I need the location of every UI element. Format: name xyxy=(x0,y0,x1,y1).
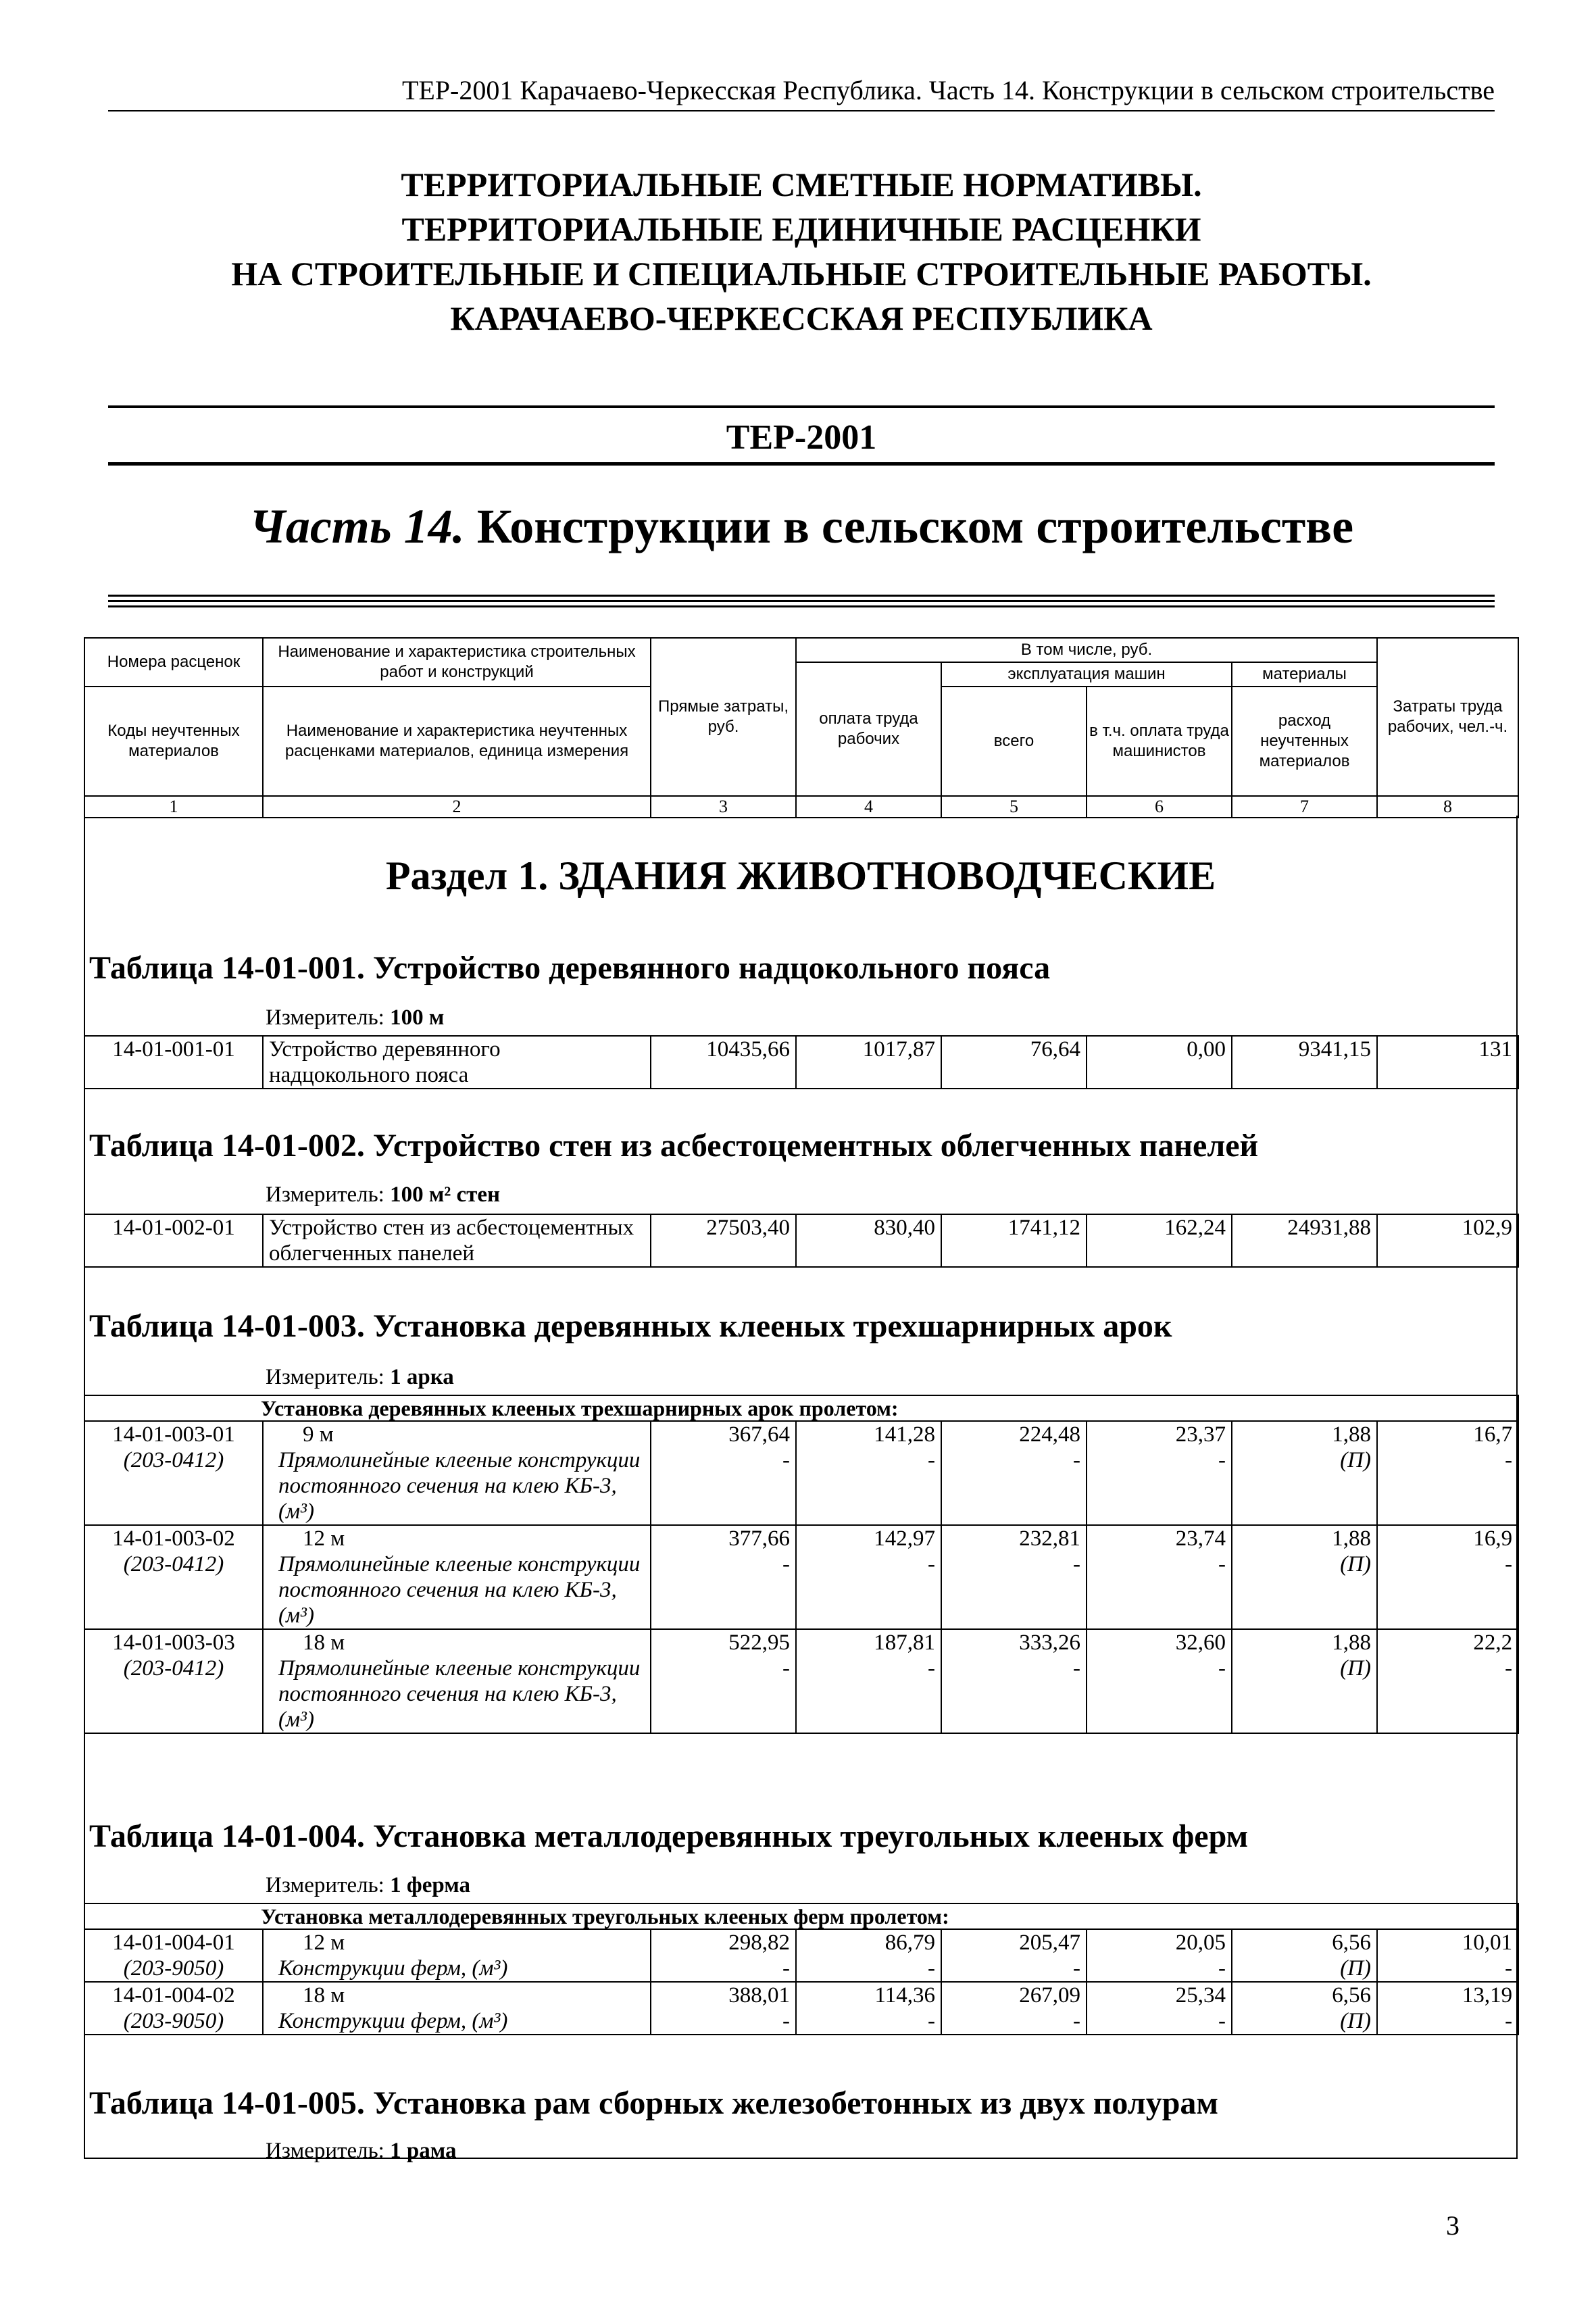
col-number: 1 xyxy=(84,796,263,818)
meter xyxy=(266,1005,444,1030)
direct-costs: 388,01 - xyxy=(651,1982,796,2035)
code-title: ТЕР-2001 xyxy=(726,418,877,457)
mach-total: 333,26 - xyxy=(941,1629,1087,1733)
divider xyxy=(108,595,1495,597)
header-mach-wage: в т.ч. оплата труда машинистов xyxy=(1087,687,1232,796)
rate-code-cell xyxy=(84,1629,263,1733)
page-number: 3 xyxy=(1446,2210,1460,2241)
table-row xyxy=(84,1214,1518,1267)
materials: 1,88 (П) xyxy=(1232,1629,1377,1733)
col-number: 6 xyxy=(1087,796,1232,818)
header-materials: материалы xyxy=(1232,662,1377,687)
material-code: (203-9050) xyxy=(123,1956,224,1981)
direct-costs: 10435,66 xyxy=(651,1036,796,1089)
mach-total: 1741,12 xyxy=(941,1214,1087,1267)
rate-name: 18 м xyxy=(303,1983,345,2008)
wage: 830,40 xyxy=(796,1214,941,1267)
material-code: (203-0412) xyxy=(123,1656,224,1681)
rate-code-cell xyxy=(84,1525,263,1629)
table-row xyxy=(84,1525,1518,1629)
running-head: ТЕР-2001 Карачаево-Черкесская Республика. Часть 14. Конструкции в сельском строительстве xyxy=(108,74,1495,111)
direct-costs: 27503,40 xyxy=(651,1214,796,1267)
material-name: Прямолинейные клееные конструкции постоянного сечения на клею КБ-3, (м³) xyxy=(278,1552,641,1628)
mach-wage: 20,05 - xyxy=(1087,1929,1232,1982)
material-name: Конструкции ферм, (м³) xyxy=(278,1956,508,1981)
span-caption: Установка металлодеревянных треугольных клееных ферм пролетом: xyxy=(84,1903,1518,1929)
table-row xyxy=(84,1982,1518,2035)
mach-wage: 23,74 - xyxy=(1087,1525,1232,1629)
rate-code: 14-01-003-02 xyxy=(112,1526,235,1551)
header-labor: Затраты труда рабочих, чел.-ч. xyxy=(1377,638,1518,796)
header-mat-unaccounted: расход неучтенных материалов xyxy=(1232,687,1377,796)
materials: 6,56 (П) xyxy=(1232,1982,1377,2035)
rate-code: 14-01-002-01 xyxy=(84,1214,263,1267)
col-number: 5 xyxy=(941,796,1087,818)
table-row xyxy=(84,1629,1518,1733)
wage: 141,28 - xyxy=(796,1421,941,1525)
rate-name: 12 м xyxy=(303,1931,345,1955)
table-title: Таблица 14-01-003. Установка деревянных клееных трехшарнирных арок xyxy=(89,1308,1172,1344)
mach-total: 205,47 - xyxy=(941,1929,1087,1982)
rate-code: 14-01-003-03 xyxy=(112,1631,235,1655)
wage: 142,97 - xyxy=(796,1525,941,1629)
table-row xyxy=(84,1421,1518,1525)
meter xyxy=(266,2139,456,2164)
header-codes: Номера расценок xyxy=(84,638,263,687)
main-title-line: НА СТРОИТЕЛЬНЫЕ И СПЕЦИАЛЬНЫЕ СТРОИТЕЛЬНЫЕ РАБОТЫ. xyxy=(231,255,1372,293)
divider xyxy=(108,462,1495,466)
meter-value: 100 м xyxy=(390,1005,445,1030)
labor: 16,9 - xyxy=(1377,1525,1518,1629)
rate-name-cell xyxy=(263,1525,651,1629)
rate-code: 14-01-004-02 xyxy=(112,1983,235,2008)
col-number: 4 xyxy=(796,796,941,818)
meter-value: 100 м² стен xyxy=(390,1183,500,1207)
main-title-line: ТЕРРИТОРИАЛЬНЫЕ СМЕТНЫЕ НОРМАТИВЫ. xyxy=(401,166,1202,203)
divider xyxy=(108,600,1495,602)
mach-wage: 162,24 xyxy=(1087,1214,1232,1267)
rate-code-cell xyxy=(84,1929,263,1982)
material-code: (203-0412) xyxy=(123,1552,224,1576)
rate-name-cell xyxy=(263,1629,651,1733)
mach-wage: 32,60 - xyxy=(1087,1629,1232,1733)
mach-wage: 0,00 xyxy=(1087,1036,1232,1089)
direct-costs: 522,95 - xyxy=(651,1629,796,1733)
rate-name: Устройство деревянного надцокольного пояса xyxy=(263,1036,651,1089)
materials: 24931,88 xyxy=(1232,1214,1377,1267)
table-title: Таблица 14-01-004. Установка металлодеревянных треугольных клееных ферм xyxy=(89,1818,1249,1854)
main-title-line: КАРАЧАЕВО-ЧЕРКЕССКАЯ РЕСПУБЛИКА xyxy=(450,299,1153,337)
header-wage: оплата труда рабочих xyxy=(796,662,941,796)
labor: 10,01 - xyxy=(1377,1929,1518,1982)
rate-name-cell xyxy=(263,1982,651,2035)
wage: 114,36 - xyxy=(796,1982,941,2035)
rate-code-cell xyxy=(84,1982,263,2035)
rate-code: 14-01-003-01 xyxy=(112,1422,235,1447)
col-number: 2 xyxy=(263,796,651,818)
meter-label: Измеритель: xyxy=(266,1873,391,1897)
meter-label: Измеритель: xyxy=(266,2139,391,2163)
divider xyxy=(108,405,1495,408)
meter-label: Измеритель: xyxy=(266,1365,391,1389)
rate-name: Устройство стен из асбестоцементных облегченных панелей xyxy=(263,1214,651,1267)
part-number: Часть 14. xyxy=(249,499,465,553)
meter-value: 1 арка xyxy=(390,1365,454,1389)
main-title xyxy=(108,162,1495,341)
mach-total: 232,81 - xyxy=(941,1525,1087,1629)
rate-name: 18 м xyxy=(303,1631,345,1655)
meter xyxy=(266,1183,500,1208)
mach-wage: 25,34 - xyxy=(1087,1982,1232,2035)
table-row xyxy=(84,1929,1518,1982)
labor: 102,9 xyxy=(1377,1214,1518,1267)
direct-costs: 367,64 - xyxy=(651,1421,796,1525)
header-machines: эксплуатация машин xyxy=(941,662,1232,687)
direct-costs: 377,66 - xyxy=(651,1525,796,1629)
wage: 187,81 - xyxy=(796,1629,941,1733)
table-title: Таблица 14-01-005. Установка рам сборных железобетонных из двух полурам xyxy=(89,2085,1219,2121)
labor: 13,19 - xyxy=(1377,1982,1518,2035)
part-title xyxy=(108,499,1495,555)
rate-name-cell xyxy=(263,1421,651,1525)
meter xyxy=(266,1873,470,1898)
material-name: Конструкции ферм, (м³) xyxy=(278,2009,508,2033)
material-code: (203-9050) xyxy=(123,2009,224,2033)
mach-total: 76,64 xyxy=(941,1036,1087,1089)
mach-total: 224,48 - xyxy=(941,1421,1087,1525)
meter-label: Измеритель: xyxy=(266,1005,391,1030)
span-caption: Установка деревянных клееных трехшарнирных арок пролетом: xyxy=(84,1395,1518,1421)
rates-table xyxy=(84,1395,1519,1734)
rates-table xyxy=(84,1214,1519,1268)
direct-costs: 298,82 - xyxy=(651,1929,796,1982)
materials: 9341,15 xyxy=(1232,1036,1377,1089)
col-number: 8 xyxy=(1377,796,1518,818)
meter-value: 1 ферма xyxy=(390,1873,470,1897)
labor: 16,7 - xyxy=(1377,1421,1518,1525)
rates-table xyxy=(84,1903,1519,2035)
materials: 1,88 (П) xyxy=(1232,1421,1377,1525)
rates-table xyxy=(84,1035,1519,1089)
material-code: (203-0412) xyxy=(123,1448,224,1472)
material-name: Прямолинейные клееные конструкции постоянного сечения на клею КБ-3, (м³) xyxy=(278,1656,641,1732)
wage: 86,79 - xyxy=(796,1929,941,1982)
labor: 22,2 - xyxy=(1377,1629,1518,1733)
mach-wage: 23,37 - xyxy=(1087,1421,1232,1525)
rate-code-cell xyxy=(84,1421,263,1525)
main-title-line: ТЕРРИТОРИАЛЬНЫЕ ЕДИНИЧНЫЕ РАСЦЕНКИ xyxy=(401,210,1201,248)
table-row xyxy=(84,1036,1518,1089)
rate-name: 9 м xyxy=(303,1422,334,1447)
table-title: Таблица 14-01-002. Устройство стен из асбестоцементных облегченных панелей xyxy=(89,1128,1259,1164)
meter-label: Измеритель: xyxy=(266,1183,391,1207)
materials: 1,88 (П) xyxy=(1232,1525,1377,1629)
labor: 131 xyxy=(1377,1036,1518,1089)
header-unaccounted-name: Наименование и характеристика неучтенных расценками материалов, единица измерения xyxy=(263,687,651,796)
header-work-name: Наименование и характеристика строительных работ и конструкций xyxy=(263,638,651,687)
col-number: 7 xyxy=(1232,796,1377,818)
header-unaccounted-codes: Коды неучтенных материалов xyxy=(84,687,263,796)
header-direct-costs: Прямые затраты, руб. xyxy=(651,638,796,796)
rate-name-cell xyxy=(263,1929,651,1982)
part-name: Конструкции в сельском строительстве xyxy=(464,499,1354,553)
rate-code: 14-01-001-01 xyxy=(84,1036,263,1089)
column-header xyxy=(84,637,1519,818)
meter xyxy=(266,1365,454,1390)
material-name: Прямолинейные клееные конструкции постоянного сечения на клею КБ-3, (м³) xyxy=(278,1448,641,1524)
col-number: 3 xyxy=(651,796,796,818)
wage: 1017,87 xyxy=(796,1036,941,1089)
header-including: В том числе, руб. xyxy=(796,638,1377,662)
mach-total: 267,09 - xyxy=(941,1982,1087,2035)
divider xyxy=(108,605,1495,607)
header-mach-total: всего xyxy=(941,687,1087,796)
meter-value: 1 рама xyxy=(390,2139,457,2163)
rate-name: 12 м xyxy=(303,1526,345,1551)
section-title: Раздел 1. ЗДАНИЯ ЖИВОТНОВОДЧЕСКИЕ xyxy=(385,853,1216,898)
rate-code: 14-01-004-01 xyxy=(112,1931,235,1955)
table-title: Таблица 14-01-001. Устройство деревянного надцокольного пояса xyxy=(89,950,1051,986)
materials: 6,56 (П) xyxy=(1232,1929,1377,1982)
